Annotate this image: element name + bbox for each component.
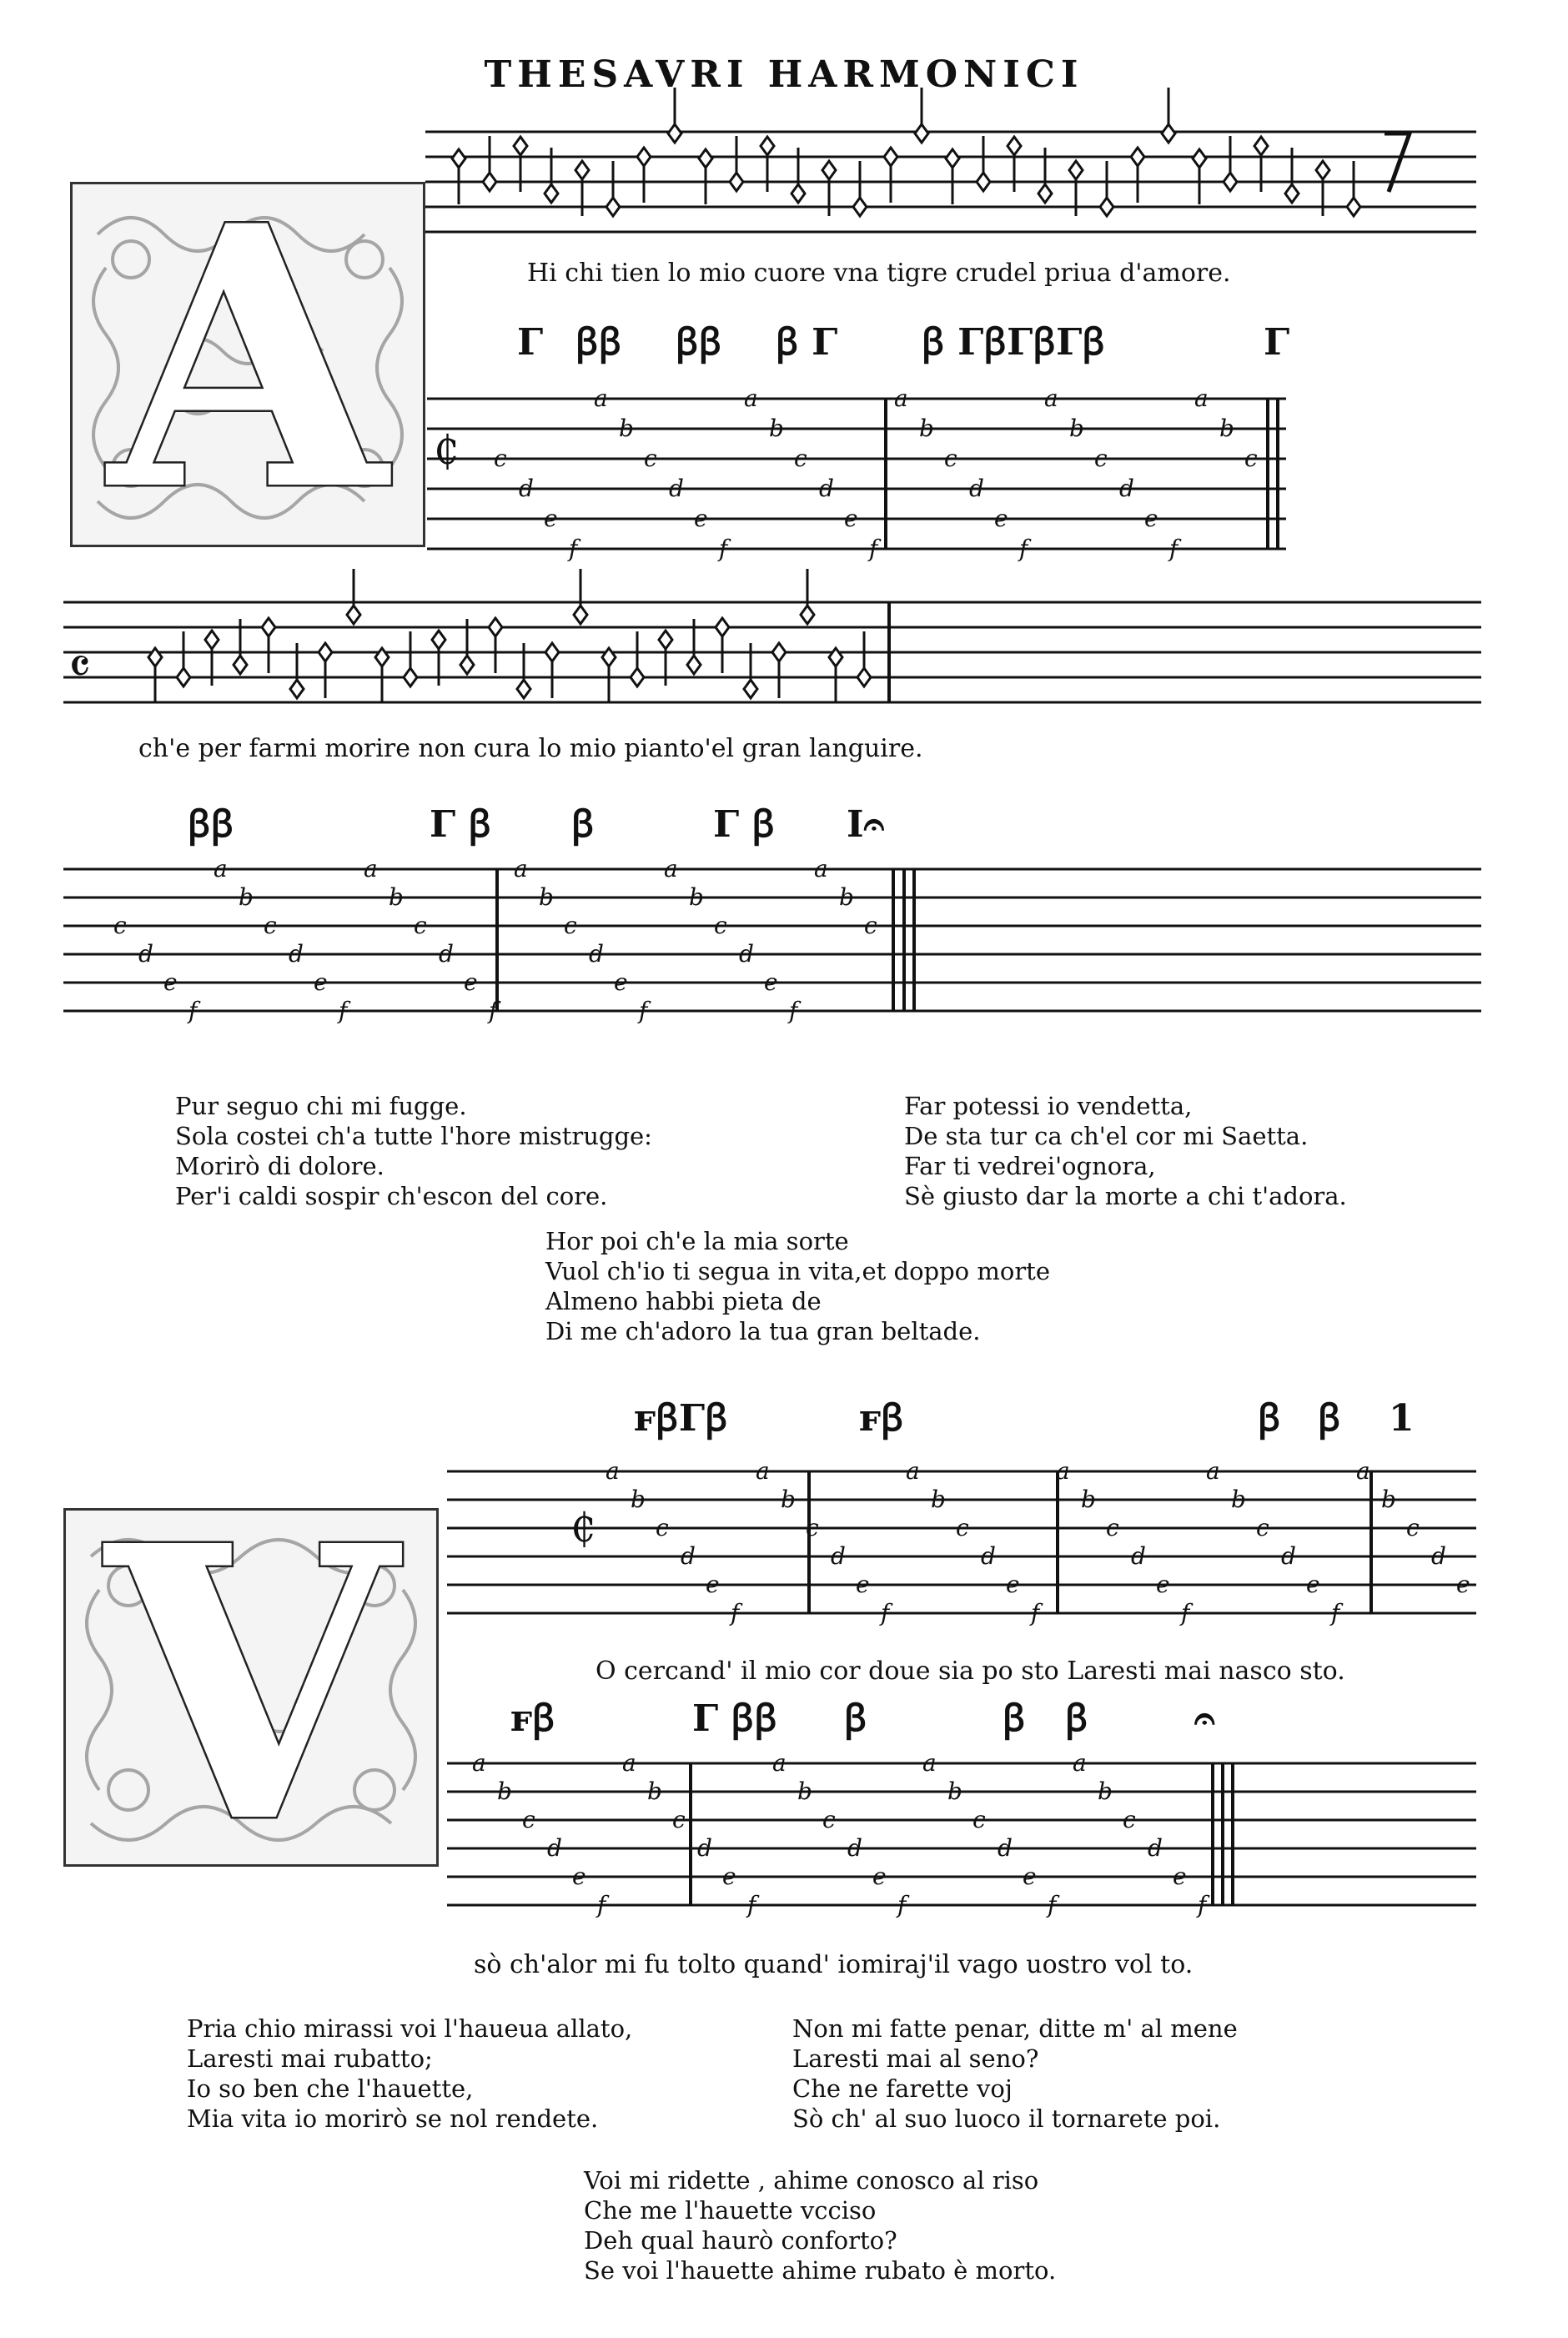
tab-letter: d — [739, 940, 754, 968]
tab-letter: a — [1206, 1457, 1220, 1485]
tab-letter: a — [472, 1749, 486, 1777]
note-head — [606, 198, 620, 216]
tab-letter: b — [781, 1486, 796, 1513]
tab-letter: f — [789, 997, 798, 1024]
note-head — [234, 656, 247, 674]
tab-letter: e — [1173, 1863, 1187, 1890]
tab-letter: b — [947, 1777, 962, 1805]
tab-letter: b — [1381, 1486, 1396, 1513]
tab-letter: e — [706, 1571, 720, 1598]
note-head — [205, 631, 219, 649]
lute-tablature-1 — [427, 374, 1286, 574]
svg-text:ꞵ Γ: ꞵ Γ — [776, 321, 838, 364]
tab-letter: e — [1156, 1571, 1170, 1598]
tab-letter: a — [906, 1457, 920, 1485]
tab-letter: c — [1406, 1514, 1420, 1541]
tab-letter: e — [1006, 1571, 1020, 1598]
tab-letter: f — [1169, 535, 1179, 562]
svg-text:Γ: Γ — [1264, 321, 1290, 364]
tab-letter: c — [956, 1514, 969, 1541]
svg-text:ꞵ: ꞵ — [571, 803, 595, 846]
verse-line: Sò ch' al suo luoco il tornarete poi. — [792, 2104, 1221, 2133]
verse-line: Pur seguo chi mi fugge. — [175, 1092, 467, 1120]
tab-letter: c — [944, 445, 957, 472]
tab-letter: b — [619, 415, 634, 442]
tab-letter: f — [569, 535, 578, 562]
tab-letter: a — [364, 855, 378, 882]
verse-line: Morirò di dolore. — [175, 1152, 384, 1180]
note-head — [1347, 198, 1360, 216]
tab-letter: f — [1048, 1891, 1057, 1918]
tab-letter: c — [822, 1806, 836, 1833]
verse-left-1 — [175, 1091, 652, 1211]
tab-letter: f — [639, 997, 648, 1024]
tab-letter: a — [814, 855, 828, 882]
tab-letter: a — [922, 1749, 937, 1777]
lute-tablature-2 — [63, 849, 1481, 1041]
verse-line: Pria chio mirassi voi l'haueua allato, — [187, 2014, 633, 2043]
tab-letter: d — [1281, 1542, 1296, 1570]
note-head — [637, 148, 651, 166]
note-head — [668, 124, 681, 143]
note-head — [1316, 161, 1329, 179]
svg-text:Γ ꞵꞵ: Γ ꞵꞵ — [692, 1697, 778, 1740]
tab-letter: c — [656, 1514, 669, 1541]
initial-letter: A — [108, 182, 387, 547]
verse-line: Sola costei ch'a tutte l'hore mistrugge: — [175, 1122, 652, 1150]
note-head — [489, 618, 502, 636]
note-head — [319, 643, 332, 661]
tab-letter: d — [138, 940, 153, 968]
tab-letter: b — [919, 415, 934, 442]
tab-letter: a — [1044, 385, 1058, 412]
verse-line: Deh qual haurò conforto? — [584, 2226, 897, 2255]
note-head — [801, 606, 814, 624]
tab-letter: d — [819, 475, 834, 502]
note-head — [347, 606, 360, 624]
svg-text:ꞵ: ꞵ — [1258, 1397, 1281, 1440]
tab-letter: f — [881, 1599, 890, 1627]
tab-letter: d — [1148, 1834, 1163, 1862]
tab-letter: b — [931, 1486, 946, 1513]
tab-letter: c — [806, 1514, 819, 1541]
tab-letter: e — [464, 968, 478, 996]
tab-letter: f — [719, 535, 728, 562]
note-head — [602, 648, 616, 666]
verse-line: Almeno habbi pieta de — [545, 1287, 822, 1315]
tab-letter: d — [669, 475, 684, 502]
tab-letter: c — [1244, 445, 1258, 472]
note-head — [1008, 137, 1021, 155]
verse-line: Far potessi io vendetta, — [904, 1092, 1193, 1120]
note-head — [772, 643, 786, 661]
note-head — [1069, 161, 1083, 179]
tab-letter: a — [894, 385, 908, 412]
tab-letter: c — [972, 1806, 986, 1833]
tab-letter: e — [844, 505, 858, 532]
note-head — [460, 656, 474, 674]
note-head — [915, 124, 928, 143]
note-head — [1285, 184, 1299, 203]
lyric-line-2: ch'e per farmi morire non cura lo mio pianto'el gran languire. — [138, 734, 923, 763]
verse-line: Di me ch'adoro la tua gran beltade. — [545, 1317, 981, 1345]
svg-text:Γ: Γ — [517, 321, 544, 364]
tab-letter: c — [414, 912, 427, 939]
tab-letter: c — [1106, 1514, 1119, 1541]
note-head — [452, 149, 465, 168]
note-head — [483, 173, 496, 191]
tab-letter: a — [772, 1749, 787, 1777]
verse-center-1 — [545, 1226, 1050, 1346]
rhythm-signs-3 — [634, 1393, 1426, 1443]
svg-text:𝄐: 𝄐 — [1194, 1697, 1215, 1740]
tab-letter: f — [489, 997, 498, 1024]
note-head — [631, 668, 644, 686]
tab-letter: e — [572, 1863, 586, 1890]
tab-letter: b — [1231, 1486, 1246, 1513]
verse-center-2 — [584, 2165, 1056, 2285]
note-head — [1254, 137, 1268, 155]
tab-letter: f — [597, 1891, 606, 1918]
verse-line: Mia vita io morirò se nol rendete. — [187, 2104, 599, 2133]
tab-letter: a — [514, 855, 528, 882]
tab-letter: b — [1081, 1486, 1096, 1513]
tab-letter: c — [1123, 1806, 1136, 1833]
tab-letter: b — [1098, 1777, 1113, 1805]
svg-text:ꞵ: ꞵ — [1065, 1697, 1088, 1740]
verse-line: Voi mi ridette , ahime conosco al riso — [584, 2166, 1039, 2195]
tab-letter: d — [998, 1834, 1013, 1862]
rhythm-signs-2 — [188, 799, 938, 849]
lyric-line-4: sò ch'alor mi fu tolto quand' iomiraj'il vago uostro vol to. — [474, 1950, 1194, 1979]
svg-text:ꞵ: ꞵ — [1318, 1397, 1341, 1440]
verse-line: Laresti mai al seno? — [792, 2044, 1039, 2073]
note-head — [822, 161, 836, 179]
tab-letter: e — [764, 968, 778, 996]
note-head — [404, 668, 417, 686]
tab-letter: d — [589, 940, 604, 968]
svg-text:ꞵ: ꞵ — [844, 1697, 867, 1740]
tab-letter: c — [264, 912, 277, 939]
note-head — [1224, 173, 1237, 191]
svg-text:𝄴: 𝄴 — [68, 638, 91, 696]
note-head — [857, 668, 871, 686]
tab-letter: a — [1356, 1457, 1370, 1485]
verse-line: Vuol ch'io ti segua in vita,et doppo morte — [545, 1257, 1050, 1285]
svg-text:ꞵ: ꞵ — [1003, 1697, 1026, 1740]
note-head — [1131, 148, 1144, 166]
note-head — [687, 656, 701, 674]
note-head — [262, 618, 275, 636]
lute-tablature-4 — [447, 1743, 1476, 1927]
note-head — [744, 680, 757, 698]
note-head — [375, 648, 389, 666]
note-head — [514, 137, 527, 155]
tab-letter: b — [1219, 415, 1234, 442]
tab-letter: b — [1069, 415, 1084, 442]
tab-letter: c — [1094, 445, 1108, 472]
note-head — [545, 643, 559, 661]
tab-letter: b — [239, 883, 254, 911]
tab-letter: b — [769, 415, 784, 442]
tab-letter: f — [1181, 1599, 1190, 1627]
verse-line: Hor poi ch'e la mia sorte — [545, 1227, 849, 1255]
svg-text:ꜰꞵ: ꜰꞵ — [859, 1397, 904, 1440]
svg-text:I𝄐: I𝄐 — [847, 803, 885, 846]
tab-letter: e — [1023, 1863, 1037, 1890]
verse-line: Non mi fatte penar, ditte m' al mene — [792, 2014, 1238, 2043]
mensural-staff-1 — [425, 108, 1476, 250]
note-head — [761, 137, 774, 155]
tab-letter: d — [1131, 1542, 1146, 1570]
tab-letter: c — [494, 445, 507, 472]
tab-letter: f — [747, 1891, 756, 1918]
tab-letter: f — [1019, 535, 1028, 562]
tab-letter: e — [872, 1863, 887, 1890]
tab-letter: e — [1306, 1571, 1320, 1598]
note-head — [716, 618, 729, 636]
svg-text:1: 1 — [1389, 1397, 1415, 1440]
tab-letter: d — [519, 475, 534, 502]
svg-text:ꜰꞵ: ꜰꞵ — [510, 1697, 555, 1740]
svg-text:ꞵ ΓꞵΓꞵΓꞵ: ꞵ ΓꞵΓꞵΓꞵ — [922, 321, 1106, 364]
lyric-line-1: Hi chi tien lo mio cuore vna tigre crudel priua d'amore. — [527, 259, 1231, 288]
tab-letter: b — [497, 1777, 512, 1805]
tab-letter: f — [897, 1891, 907, 1918]
tab-letter: f — [188, 997, 198, 1024]
verse-line: Che me l'hauette vcciso — [584, 2196, 877, 2225]
note-head — [290, 680, 304, 698]
tab-letter: e — [614, 968, 628, 996]
tab-letter: e — [163, 968, 178, 996]
svg-text:₵: ₵ — [570, 1505, 596, 1551]
verse-line: Io so ben che l'hauette, — [187, 2074, 474, 2103]
note-head — [432, 631, 445, 649]
note-head — [730, 173, 743, 191]
tab-letter: f — [1331, 1599, 1340, 1627]
initial-letter: V — [105, 1508, 397, 1867]
tab-letter: b — [689, 883, 704, 911]
verse-right-2 — [792, 2014, 1238, 2134]
note-head — [1100, 198, 1113, 216]
tab-letter: a — [214, 855, 228, 882]
tab-letter: a — [606, 1457, 620, 1485]
verse-line: Per'i caldi sospir ch'escon del core. — [175, 1182, 608, 1210]
tab-letter: e — [544, 505, 558, 532]
note-head — [946, 149, 959, 168]
verse-line: Laresti mai rubatto; — [187, 2044, 433, 2073]
tab-letter: b — [647, 1777, 662, 1805]
verse-line: Sè giusto dar la morte a chi t'adora. — [904, 1182, 1347, 1210]
rhythm-signs-4 — [510, 1693, 1344, 1743]
lyric-line-3: O cercand' il mio cor doue sia po sto Laresti mai nasco sto. — [596, 1657, 1345, 1686]
tab-letter: e — [856, 1571, 870, 1598]
tab-letter: d — [439, 940, 454, 968]
decorated-initial-a — [70, 182, 425, 547]
note-head — [792, 184, 805, 203]
tab-letter: a — [1073, 1749, 1087, 1777]
tab-letter: d — [1119, 475, 1134, 502]
note-head — [1162, 124, 1175, 143]
tab-letter: f — [1198, 1891, 1207, 1918]
note-head — [977, 173, 990, 191]
note-head — [545, 184, 558, 203]
note-head — [517, 680, 530, 698]
tab-letter: d — [547, 1834, 562, 1862]
verse-line: Far ti vedrei'ognora, — [904, 1152, 1156, 1180]
tab-letter: c — [522, 1806, 535, 1833]
tab-letter: c — [714, 912, 727, 939]
tab-letter: a — [594, 385, 608, 412]
note-head — [829, 648, 842, 666]
tab-letter: a — [1056, 1457, 1070, 1485]
tab-letter: e — [994, 505, 1008, 532]
tab-letter: f — [869, 535, 878, 562]
tab-letter: c — [864, 912, 877, 939]
svg-text:Γ ꞵ: Γ ꞵ — [713, 803, 776, 846]
tab-letter: c — [113, 912, 127, 939]
tab-letter: c — [794, 445, 807, 472]
tab-letter: a — [756, 1457, 770, 1485]
note-head — [884, 148, 897, 166]
rhythm-signs-1 — [509, 317, 1343, 367]
tab-letter: b — [389, 883, 404, 911]
svg-text:ꞵꞵ: ꞵꞵ — [575, 321, 622, 364]
tab-letter: f — [1031, 1599, 1040, 1627]
note-head — [574, 606, 587, 624]
verse-right-1 — [904, 1091, 1347, 1211]
tab-letter: d — [981, 1542, 996, 1570]
note-head — [853, 198, 867, 216]
tab-letter: f — [731, 1599, 740, 1627]
svg-text:₵: ₵ — [434, 427, 460, 474]
lute-tablature-3 — [447, 1451, 1476, 1643]
svg-text:ꜰꞵΓꞵ: ꜰꞵΓꞵ — [634, 1397, 728, 1440]
mensural-staff-2 — [63, 584, 1481, 726]
tab-letter: a — [744, 385, 758, 412]
tab-letter: b — [839, 883, 854, 911]
tab-letter: d — [831, 1542, 846, 1570]
tab-letter: c — [1256, 1514, 1269, 1541]
note-head — [148, 648, 162, 666]
verse-line: Se voi l'hauette ahime rubato è morto. — [584, 2256, 1057, 2285]
svg-text:ꞵꞵ: ꞵꞵ — [676, 321, 722, 364]
tab-letter: e — [1456, 1571, 1470, 1598]
note-head — [659, 631, 672, 649]
tab-letter: c — [644, 445, 657, 472]
svg-text:ꞵꞵ: ꞵꞵ — [188, 803, 234, 846]
tab-letter: b — [631, 1486, 646, 1513]
decorated-initial-v — [63, 1508, 439, 1867]
tab-letter: e — [314, 968, 328, 996]
note-head — [1193, 149, 1206, 168]
tab-letter: a — [622, 1749, 636, 1777]
verse-line: Che ne farette voj — [792, 2074, 1013, 2103]
tab-letter: a — [664, 855, 678, 882]
tab-letter: b — [797, 1777, 812, 1805]
verse-left-2 — [187, 2014, 632, 2134]
note-head — [575, 161, 589, 179]
tab-letter: d — [697, 1834, 712, 1862]
svg-text:Γ ꞵ: Γ ꞵ — [430, 803, 492, 846]
tab-letter: e — [694, 505, 708, 532]
tab-letter: a — [1194, 385, 1209, 412]
note-head — [177, 668, 190, 686]
tab-letter: c — [672, 1806, 686, 1833]
tab-letter: d — [969, 475, 984, 502]
tab-letter: d — [847, 1834, 862, 1862]
tab-letter: b — [539, 883, 554, 911]
note-head — [699, 149, 712, 168]
verse-line: De sta tur ca ch'el cor mi Saetta. — [904, 1122, 1309, 1150]
tab-letter: d — [681, 1542, 696, 1570]
tab-letter: e — [722, 1863, 736, 1890]
note-head — [1038, 184, 1052, 203]
page-title: THESAVRI HARMONICI — [484, 53, 1084, 96]
tab-letter: e — [1144, 505, 1158, 532]
tab-letter: d — [1431, 1542, 1446, 1570]
tab-letter: c — [564, 912, 577, 939]
tab-letter: f — [339, 997, 348, 1024]
tab-letter: d — [289, 940, 304, 968]
